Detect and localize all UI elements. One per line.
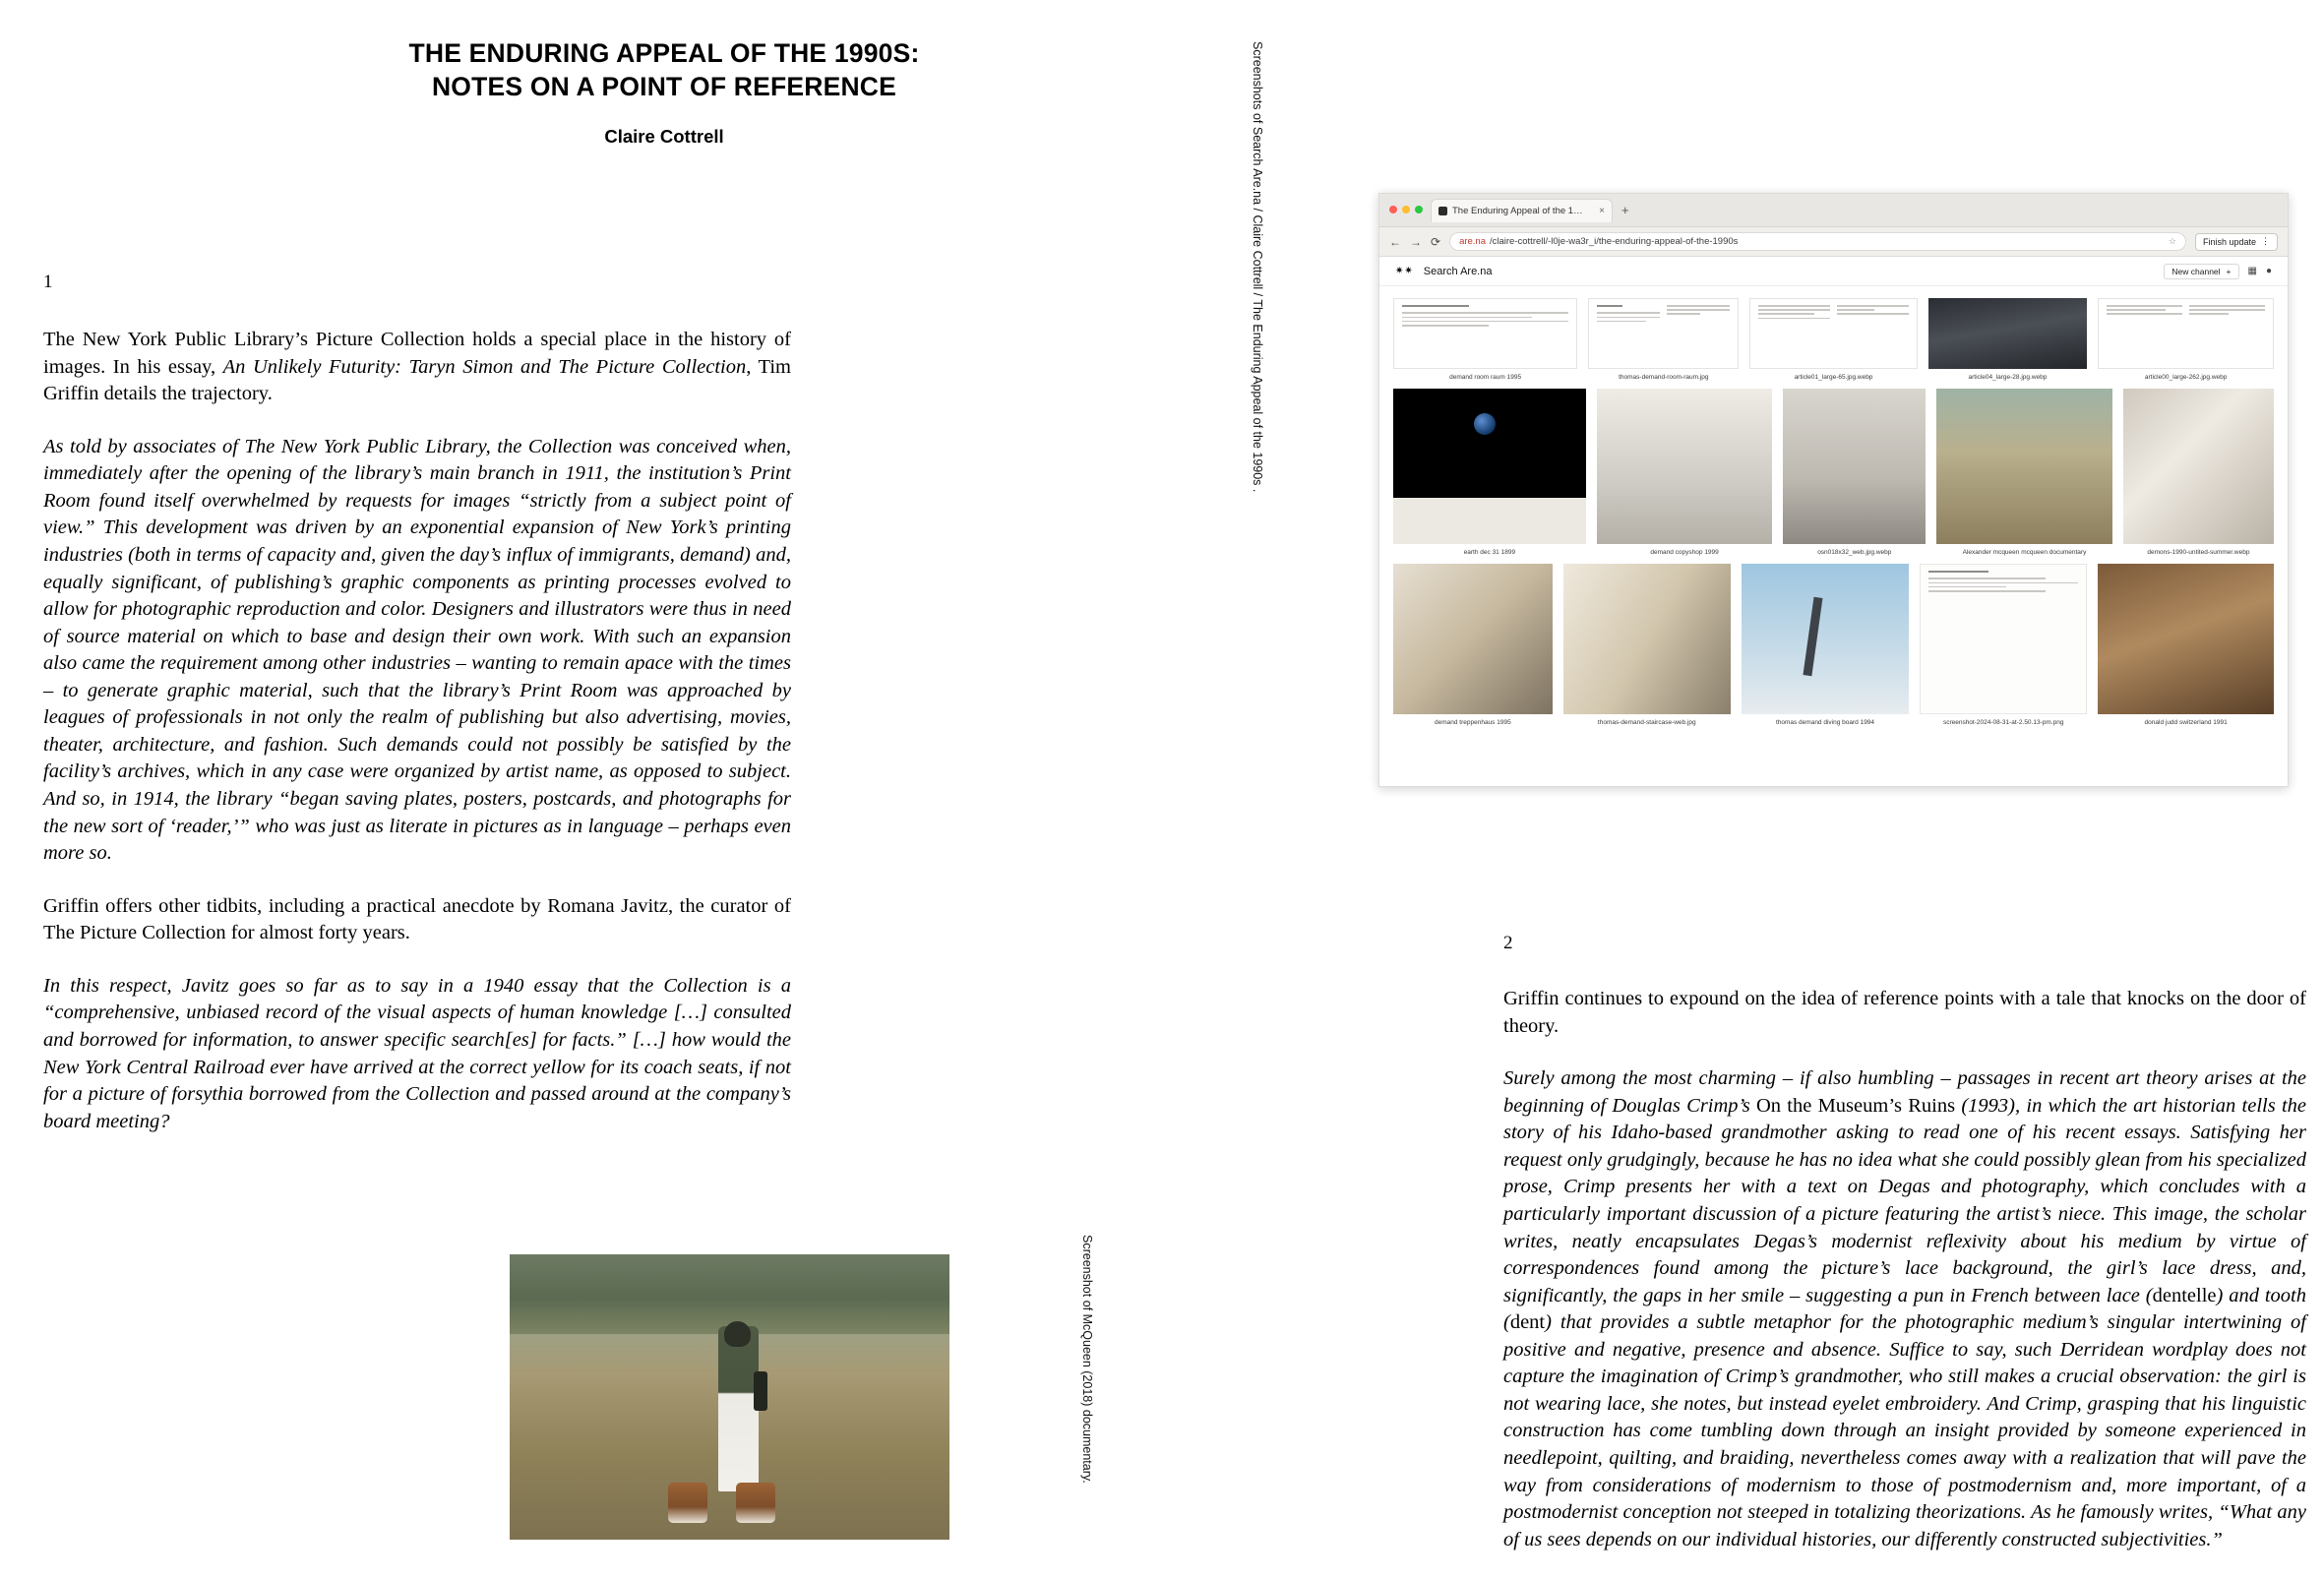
url-path: /claire-cottrell/-l0je-wa3r_i/the-enduring-appeal-of-the-1990s bbox=[1490, 236, 1739, 247]
overflow-menu-icon[interactable]: ⋮ bbox=[2261, 236, 2270, 246]
forward-icon[interactable]: → bbox=[1410, 234, 1422, 249]
arena-app-header bbox=[1379, 257, 2288, 286]
block-thumbnail-image[interactable] bbox=[1928, 298, 2088, 369]
block[interactable] bbox=[2098, 564, 2274, 726]
block[interactable] bbox=[1783, 389, 1926, 556]
block[interactable] bbox=[2098, 298, 2274, 381]
block[interactable] bbox=[1393, 389, 1586, 556]
paragraph-quote: In this respect, Javitz goes so far as to say in a 1940 essay that the Collection is a “comprehensive, unbiased record of the visual aspects of human knowledge […] consulted and borrowed for information, to answer specific search[es] for facts.” […] how would the New York Central Railroad ever have arrived at the correct yellow for its coach seats, if not for a picture of forsythia borrowed from the Collection and passed around at the company’s board meeting? bbox=[43, 974, 791, 1132]
block-thumbnail-image[interactable] bbox=[1936, 389, 2112, 544]
browser-tab-strip bbox=[1379, 194, 2288, 227]
photo-dog-left bbox=[668, 1483, 707, 1523]
paragraph-quote: Surely among the most charming – if also humbling – passages in recent art theory arises at the beginning of Douglas Crimp’s On the Museum’s Ruins (1993), in which the art historian tells the story of his Idaho-based grandmother asking to read one of his recent essays. Satisfying her request only grudgingly, because he has no idea what she could possibly glean from his specialized prose, Crimp presents her with a text on Degas and photography, which concludes with a particularly important discussion of a picture featuring the artist’s niece. This image, the scholar writes, neatly encapsulates Degas’s modernist reflexivity about his medium by virtue of correspondences found among the picture’s lace background, the girl’s lace dress, and, significantly, the gaps in her smile – suggesting a pun in French between lace (dentelle) and tooth (dent) that provides a subtle metaphor for the photographic medium’s singular intertwining of positive and negative, presence and absence. Suffice to say, such Derridean wordplay does not capture the imagination of Crimp’s grandmother, who still makes a crucial observation: the girl is not wearing lace, she notes, but instead eyelet embroidery. And Crimp, grasping that his linguistic construction has come tumbling down through an insight provided by someone experienced in needlepoint, quilting, and braiding, nevertheless comes away with a realization that will pave the way from considerations of modernism to those of postmodernism and, more important, of a postmodernist conception not steeped in totalizing theorizations. As he famously writes, “What any of us sees depends on our individual histories, our differently constructed subjectivities.” bbox=[1503, 1067, 2307, 1550]
paragraph: Griffin offers other tidbits, including a practical anecdote by Romana Javitz, the curator of The Picture Collection for almost forty years. bbox=[43, 894, 791, 944]
photo-figure-hood bbox=[724, 1321, 751, 1347]
paragraph: The New York Public Library’s Picture Collection holds a special place in the history of images. In his essay, An Unlikely Futurity: Taryn Simon and The Picture Collection, Tim Griffin details the trajectory. bbox=[43, 329, 791, 405]
block[interactable] bbox=[1742, 564, 1909, 726]
block-caption: thomas-demand-staircase-web.jpg bbox=[1597, 719, 1696, 726]
block-thumbnail-document[interactable] bbox=[1393, 298, 1577, 369]
block-caption: earth dec 31 1899 bbox=[1463, 549, 1516, 556]
block-caption: screenshot-2024-08-31-at-2.50.13-pm.png bbox=[1942, 719, 2064, 726]
block[interactable] bbox=[1928, 298, 2088, 381]
title-block bbox=[325, 37, 1004, 148]
back-icon[interactable]: ← bbox=[1389, 234, 1401, 249]
address-bar[interactable] bbox=[1449, 232, 2186, 251]
block[interactable] bbox=[1936, 389, 2112, 556]
block-caption: osn018x32_web.jpg.webp bbox=[1817, 549, 1892, 556]
documentary-still-photograph bbox=[510, 1254, 949, 1540]
block-thumbnail-document[interactable] bbox=[1588, 298, 1739, 369]
browser-window-screenshot bbox=[1378, 193, 2289, 787]
block-thumbnail-image[interactable] bbox=[1563, 564, 1731, 714]
page-2-text-column bbox=[1503, 933, 2306, 1579]
page-1-text-column bbox=[43, 272, 791, 1161]
page-2-number: 2 bbox=[1503, 933, 1513, 953]
minimize-window-icon[interactable] bbox=[1402, 206, 1410, 213]
close-tab-icon[interactable]: × bbox=[1599, 206, 1605, 216]
block-thumbnail-image[interactable] bbox=[1393, 389, 1586, 544]
block-caption: thomas-demand-room-raum.jpg bbox=[1619, 374, 1709, 381]
finish-update-label: Finish update bbox=[2202, 236, 2256, 247]
block[interactable] bbox=[1563, 564, 1731, 726]
block-thumbnail-image[interactable] bbox=[1393, 564, 1553, 714]
favicon-icon bbox=[1438, 207, 1447, 215]
block-row bbox=[1393, 298, 2274, 381]
block-thumbnail-image[interactable] bbox=[1597, 389, 1773, 544]
search-input[interactable]: Search Are.na bbox=[1423, 265, 1493, 277]
block-thumbnail-document[interactable] bbox=[1920, 564, 2087, 714]
app-header-actions bbox=[2164, 264, 2272, 279]
block-caption: demand treppenhaus 1995 bbox=[1434, 719, 1511, 726]
block-caption: article01_large-65.jpg.webp bbox=[1794, 374, 1873, 381]
url-host: are.na bbox=[1459, 236, 1486, 247]
author-name: Claire Cottrell bbox=[604, 125, 724, 147]
block-row bbox=[1393, 389, 2274, 556]
photo-dog-right bbox=[736, 1483, 775, 1523]
block-caption: article04_large-28.jpg.webp bbox=[1968, 374, 2048, 381]
caption-photograph: Screenshot of McQueen (2018) documentary. bbox=[1080, 1235, 1094, 1484]
window-controls[interactable] bbox=[1389, 206, 1423, 213]
block-caption: demand copyshop 1999 bbox=[1650, 549, 1719, 556]
finish-update-button[interactable] bbox=[2195, 233, 2278, 251]
block-thumbnail-image[interactable] bbox=[2098, 564, 2274, 714]
block[interactable] bbox=[1393, 564, 1553, 726]
block-row bbox=[1393, 564, 2274, 726]
block[interactable] bbox=[1597, 389, 1773, 556]
block[interactable] bbox=[1393, 298, 1577, 381]
block[interactable] bbox=[1749, 298, 1917, 381]
new-channel-label: New channel bbox=[2171, 266, 2221, 276]
page-title-line-2: NOTES ON A POINT OF REFERENCE bbox=[431, 71, 897, 101]
new-channel-button[interactable] bbox=[2164, 264, 2238, 279]
block-caption: thomas demand diving board 1994 bbox=[1775, 719, 1875, 726]
caption-browser-screenshot: Screenshots of Search Are.na / Claire Cottrell / The Enduring Appeal of the 1990s . bbox=[1251, 41, 1264, 493]
block[interactable] bbox=[2123, 389, 2274, 556]
maximize-window-icon[interactable] bbox=[1415, 206, 1423, 213]
avatar[interactable]: ● bbox=[2265, 266, 2272, 276]
reload-icon[interactable]: ⟳ bbox=[1431, 234, 1441, 249]
block-caption: donald judd switzerland 1991 bbox=[2144, 719, 2228, 726]
browser-tab[interactable] bbox=[1431, 199, 1613, 222]
tab-title: The Enduring Appeal of the 1… bbox=[1452, 206, 1583, 216]
block-caption: demons-1990-untited-summer.webp bbox=[2147, 549, 2250, 556]
bookmark-star-icon[interactable]: ☆ bbox=[2168, 236, 2176, 246]
arena-logo-icon[interactable]: ✷✷ bbox=[1395, 266, 1414, 276]
block-thumbnail-document[interactable] bbox=[2098, 298, 2274, 369]
block-thumbnail-image[interactable] bbox=[2123, 389, 2274, 544]
block-caption: demand room raum 1995 bbox=[1449, 374, 1522, 381]
photo-figure bbox=[718, 1326, 758, 1491]
block[interactable] bbox=[1588, 298, 1739, 381]
page-1-number: 1 bbox=[43, 272, 53, 292]
paragraph-quote: As told by associates of The New York Public Library, the Collection was conceived when, immediately after the opening of the library’s main branch in 1911, the institution’s Print Room found itself overwhelmed by requests for images “strictly from a subject point of view.” This development was driven by an exponential expansion of New York’s printing industries (both in terms of capacity and, given the day’s influx of immigrants, demand) and, equally significant, of publishing’s graphic components as printing processes evolved to allow for photographic reproduction and color. Designers and illustrators were thus in need of source material on which to base and design their own work. With such an expansion also came the requirement among other industries – wanting to remain apace with the times – to generate graphic material, such that the library’s Print Room was approached by leagues of professionals in not only the realm of publishing but also advertising, movies, theater, architecture, and fashion. Such demands could not possibly be satisfied by the facility’s archives, which in any case were organized by artist name, as opposed to subject. And so, in 1914, the library “began saving plates, posters, postcards, and photographs for the new sort of ‘reader,’” who was just as literate in pictures as in language – perhaps even more so. bbox=[43, 435, 791, 865]
block-thumbnail-image[interactable] bbox=[1783, 389, 1926, 544]
close-window-icon[interactable] bbox=[1389, 206, 1397, 213]
block[interactable] bbox=[1920, 564, 2087, 726]
channel-block-grid bbox=[1379, 286, 2288, 786]
page-title-line-1: THE ENDURING APPEAL OF THE 1990S: bbox=[408, 38, 920, 68]
photo-shoulder-bag bbox=[754, 1371, 767, 1412]
block-thumbnail-document[interactable] bbox=[1749, 298, 1917, 369]
plus-icon[interactable]: + bbox=[2226, 266, 2232, 276]
paragraph: Griffin continues to expound on the idea of reference points with a tale that knocks on the door of theory. bbox=[1503, 988, 2306, 1037]
block-caption: Alexander mcqueen mcqueen documentary bbox=[1962, 549, 2087, 556]
block-caption: article00_large-262.jpg.webp bbox=[2144, 374, 2228, 381]
new-tab-icon[interactable]: + bbox=[1621, 203, 1629, 217]
grid-view-icon[interactable]: ▦ bbox=[2247, 266, 2257, 276]
block-thumbnail-image[interactable] bbox=[1742, 564, 1909, 714]
browser-toolbar bbox=[1379, 227, 2288, 257]
